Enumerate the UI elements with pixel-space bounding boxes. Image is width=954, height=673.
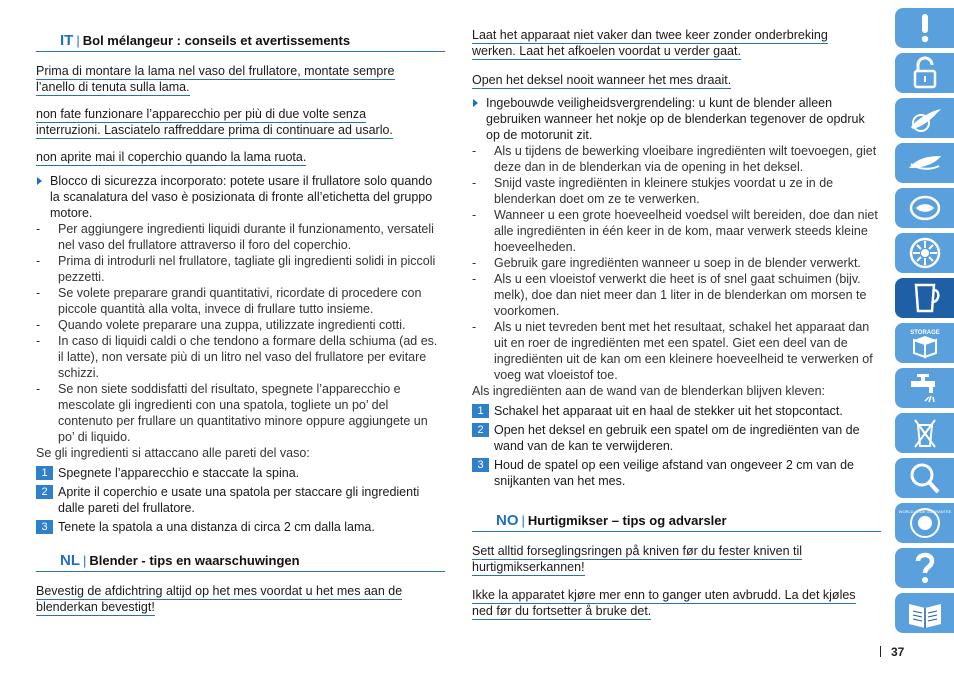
magnifier-icon[interactable] xyxy=(895,458,954,498)
warning-text: Laat het apparaat niet vaker dan twee keer zonder onderbreking werken. Laat het afkoelen voordat u verder gaat. xyxy=(472,28,828,58)
section-header-nl xyxy=(36,553,445,572)
blade-icon[interactable] xyxy=(895,98,954,138)
list-item: - Als u tijdens de bewerking vloeibare ingrediënten wilt toevoegen, giet deze dan in de blenderkan via de opening in het deksel. xyxy=(472,143,882,175)
whisk-blade-icon[interactable] xyxy=(895,143,954,183)
step-text: Houd de spatel op een veilige afstand van ongeveer 2 cm van de snijkanten van het mes. xyxy=(494,458,854,488)
recycle-bin-icon[interactable] xyxy=(895,413,954,453)
section-icon-sidebar xyxy=(895,8,954,636)
tips-list-nl xyxy=(472,95,882,492)
step-item xyxy=(36,465,441,481)
separator: | xyxy=(521,513,525,528)
list-item: - Als u een vloeistof verwerkt die heet is of snel gaat schuimen (bijv. melk), doe dan niet meer dan 1 liter in de blenderkan om morsen te voorkomen. xyxy=(472,271,882,319)
warning-text: Ikke la apparatet kjøre mer enn to ganger uten avbrudd. La det kjøles ned før du fortsetter å bruke det. xyxy=(472,588,856,618)
list-item: - Wanneer u een grote hoeveelheid voedsel wilt bereiden, doe dan niet alle ingrediënten in één keer in de kom, maar verwerk steeds kleine hoeveelheden. xyxy=(472,207,882,255)
step-number: 3 xyxy=(36,520,53,534)
tap-icon[interactable] xyxy=(895,368,954,408)
step-item xyxy=(472,403,882,419)
storage-label: STORAGE xyxy=(909,330,940,336)
list-item: - Als u niet tevreden bent met het resultaat, schakel het apparaat dan uit en roer de ingrediënten met een spatel. Giet een deel van de ingrediënten uit de kan om een kleinere hoeveelheid te verwerken of voeg wat vloeistof toe. xyxy=(472,319,882,383)
step-number: 1 xyxy=(472,404,489,418)
exclamation-icon[interactable] xyxy=(895,8,954,48)
tips-list-it xyxy=(36,173,441,538)
safety-lock-note: Blocco di sicurezza incorporato: potete usare il frullatore solo quando la scanalatura del vaso è posizionata di fronte all’etichetta del gruppo motore. xyxy=(36,173,441,221)
list-item: - Quando volete preparare una zuppa, utilizzate ingredienti cotti. xyxy=(36,317,441,333)
step-item xyxy=(472,422,882,454)
list-item: - Prima di introdurli nel frullatore, tagliate gli ingredienti solidi in piccoli pezzetti. xyxy=(36,253,441,285)
warning-text: Bevestig de afdichtring altijd op het mes voordat u het mes aan de blenderkan bevestigt! xyxy=(36,584,403,614)
world-guarantee-icon[interactable] xyxy=(895,503,954,543)
chopper-icon[interactable] xyxy=(895,188,954,228)
list-item: - Per aggiungere ingredienti liquidi durante il funzionamento, versateli nel vaso del frullatore attraverso il foro del coperchio. xyxy=(36,221,441,253)
separator: | xyxy=(76,33,80,48)
section-title: Blender - tips en waarschuwingen xyxy=(89,553,300,568)
section-title: Bol mélangeur : conseils et avertissements xyxy=(82,33,351,48)
list-item: - Gebruik gare ingrediënten wanneer u soep in de blender verwerkt. xyxy=(472,255,882,271)
padlock-icon[interactable] xyxy=(895,53,954,93)
step-text: Aprite il coperchio e usate una spatola per staccare gli ingredienti dalle pareti del frullatore. xyxy=(58,485,420,515)
question-icon[interactable] xyxy=(895,548,954,588)
blender-jug-icon[interactable] xyxy=(895,278,954,318)
step-number: 3 xyxy=(472,458,489,472)
language-code: IT xyxy=(60,32,74,49)
step-text: Tenete la spatola a una distanza di circa 2 cm dalla lama. xyxy=(58,520,375,534)
guarantee-label: WORLD-WIDE GUARANTEE xyxy=(898,509,951,514)
step-number: 1 xyxy=(36,466,53,480)
section-title: Hurtigmikser – tips og advarsler xyxy=(527,513,727,528)
page-separator xyxy=(880,646,881,657)
warning-text: non fate funzionare l’apparecchio per più di due volte senza interruzioni. Lasciatelo raffreddare prima di continuare ad usarlo. xyxy=(36,107,393,137)
section-header-no xyxy=(472,513,881,532)
list-item: - In caso di liquidi caldi o che tendono a formare della schiuma (ad es. il latte), non versate più di un litro nel vaso del frullatore per evitare schizzi. xyxy=(36,333,441,381)
disc-icon[interactable] xyxy=(895,233,954,273)
page-number: 37 xyxy=(880,644,904,660)
step-text: Open het deksel en gebruik een spatel om de ingrediënten van de wand van de kan te verwijderen. xyxy=(494,423,860,453)
step-text: Schakel het apparaat uit en haal de stekker uit het stopcontact. xyxy=(494,404,843,418)
warning-text: Open het deksel nooit wanneer het mes draait. xyxy=(472,73,732,87)
storage-box-icon[interactable] xyxy=(895,323,954,363)
step-number: 2 xyxy=(36,485,53,499)
warning-text: non aprite mai il coperchio quando la lama ruota. xyxy=(36,150,307,164)
warning-text: Prima di montare la lama nel vaso del frullatore, montate sempre l’anello di tenuta sulla lama. xyxy=(36,64,395,94)
list-item: - Snijd vaste ingrediënten in kleinere stukjes voordat u ze in de blenderkan doet om ze te verwerken. xyxy=(472,175,882,207)
step-text: Spegnete l’apparecchio e staccate la spina. xyxy=(58,466,300,480)
language-code: NL xyxy=(60,552,80,569)
language-code: NO xyxy=(496,512,519,529)
step-item xyxy=(36,519,441,535)
list-item: - Se non siete soddisfatti del risultato, spegnete l’apparecchio e mescolate gli ingredienti con una spatola, togliete un po’ del contenuto per frullare un quantitativo minore oppure aggiungete un po’ di liquido. xyxy=(36,381,441,445)
separator: | xyxy=(83,553,87,568)
book-icon[interactable] xyxy=(895,593,954,633)
warning-text: Sett alltid forseglingsringen på kniven før du fester kniven til hurtigmikserkannen! xyxy=(472,544,803,574)
step-number: 2 xyxy=(472,423,489,437)
steps-intro: Se gli ingredienti si attaccano alle pareti del vaso: xyxy=(36,446,310,460)
list-item: - Se volete preparare grandi quantitativi, ricordate di procedere con piccole quantità alla volta, invece di frullare tutto insieme. xyxy=(36,285,441,317)
steps-intro: Als ingrediënten aan de wand van de blenderkan blijven kleven: xyxy=(472,384,826,398)
safety-lock-note: Ingebouwde veiligheidsvergrendeling: u kunt de blender alleen gebruiken wanneer het nokje op de blenderkan tegenover de opdruk op de motorunit zit. xyxy=(472,95,882,143)
step-item xyxy=(472,457,882,489)
section-header-it xyxy=(36,33,445,52)
step-item xyxy=(36,484,441,516)
